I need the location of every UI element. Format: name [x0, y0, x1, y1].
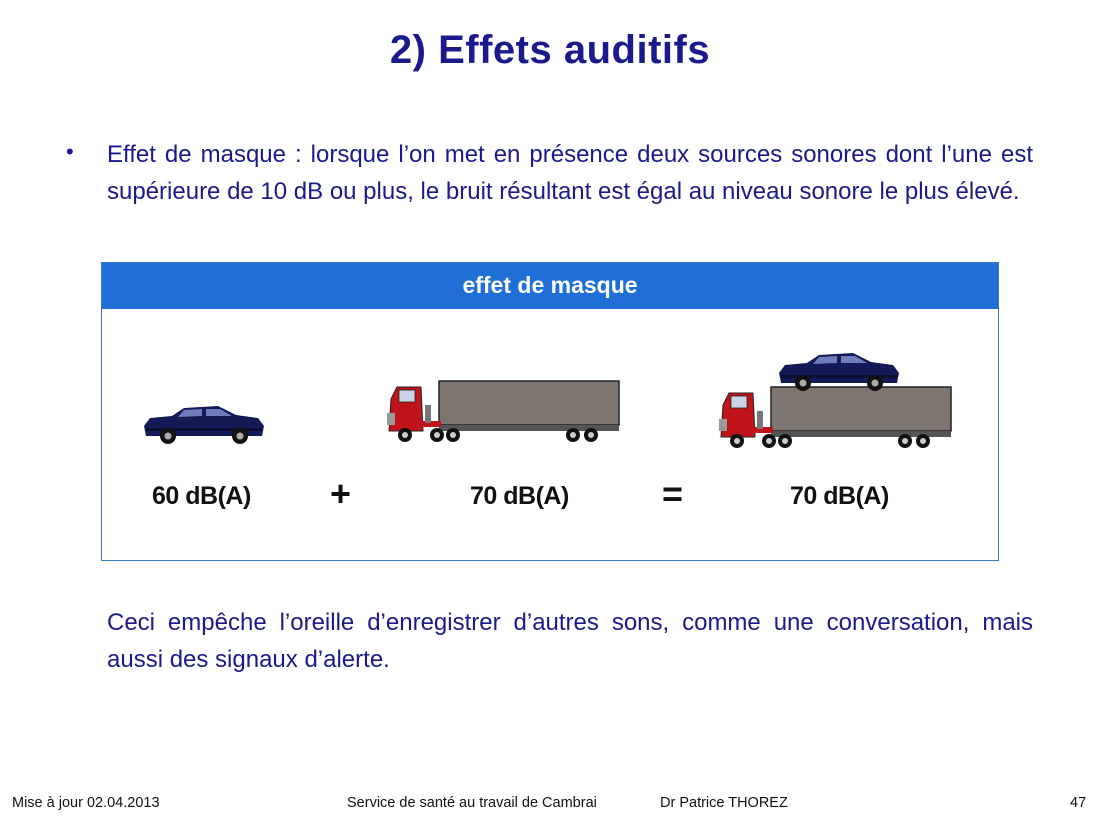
- footer-page-number: 47: [1070, 795, 1087, 811]
- masking-effect-paragraph: Effet de masque : lorsque l’on met en présence deux sources sonores dont l’une est supérieure de 10 dB ou plus, le bruit résultant est égal au niveau sonore le plus élevé.: [107, 141, 1033, 205]
- equals-operator: =: [662, 473, 684, 514]
- result-level-label: 70 dB(A): [790, 482, 889, 510]
- consequence-paragraph: Ceci empêche l’oreille d’enregistrer d’autres sons, comme une conversation, mais aussi des signaux d’alerte.: [107, 609, 1033, 673]
- figure-illustration: [102, 263, 1000, 562]
- footer-author: Dr Patrice THOREZ: [660, 795, 788, 811]
- truck-icon: [387, 381, 619, 442]
- combined-car-icon: [779, 353, 899, 391]
- footer-service: Service de santé au travail de Cambrai: [347, 795, 597, 811]
- combined-truck-icon: [719, 387, 951, 448]
- car-level-label: 60 dB(A): [152, 482, 251, 510]
- figure-header: effet de masque: [102, 263, 998, 309]
- masking-effect-figure: [101, 262, 999, 561]
- truck-level-label: 70 dB(A): [470, 482, 569, 510]
- slide-title: 2) Effets auditifs: [389, 28, 711, 72]
- car-icon: [144, 406, 264, 444]
- plus-operator: +: [330, 473, 352, 514]
- bullet-marker: •: [66, 139, 74, 164]
- footer-update-date: Mise à jour 02.04.2013: [12, 795, 160, 811]
